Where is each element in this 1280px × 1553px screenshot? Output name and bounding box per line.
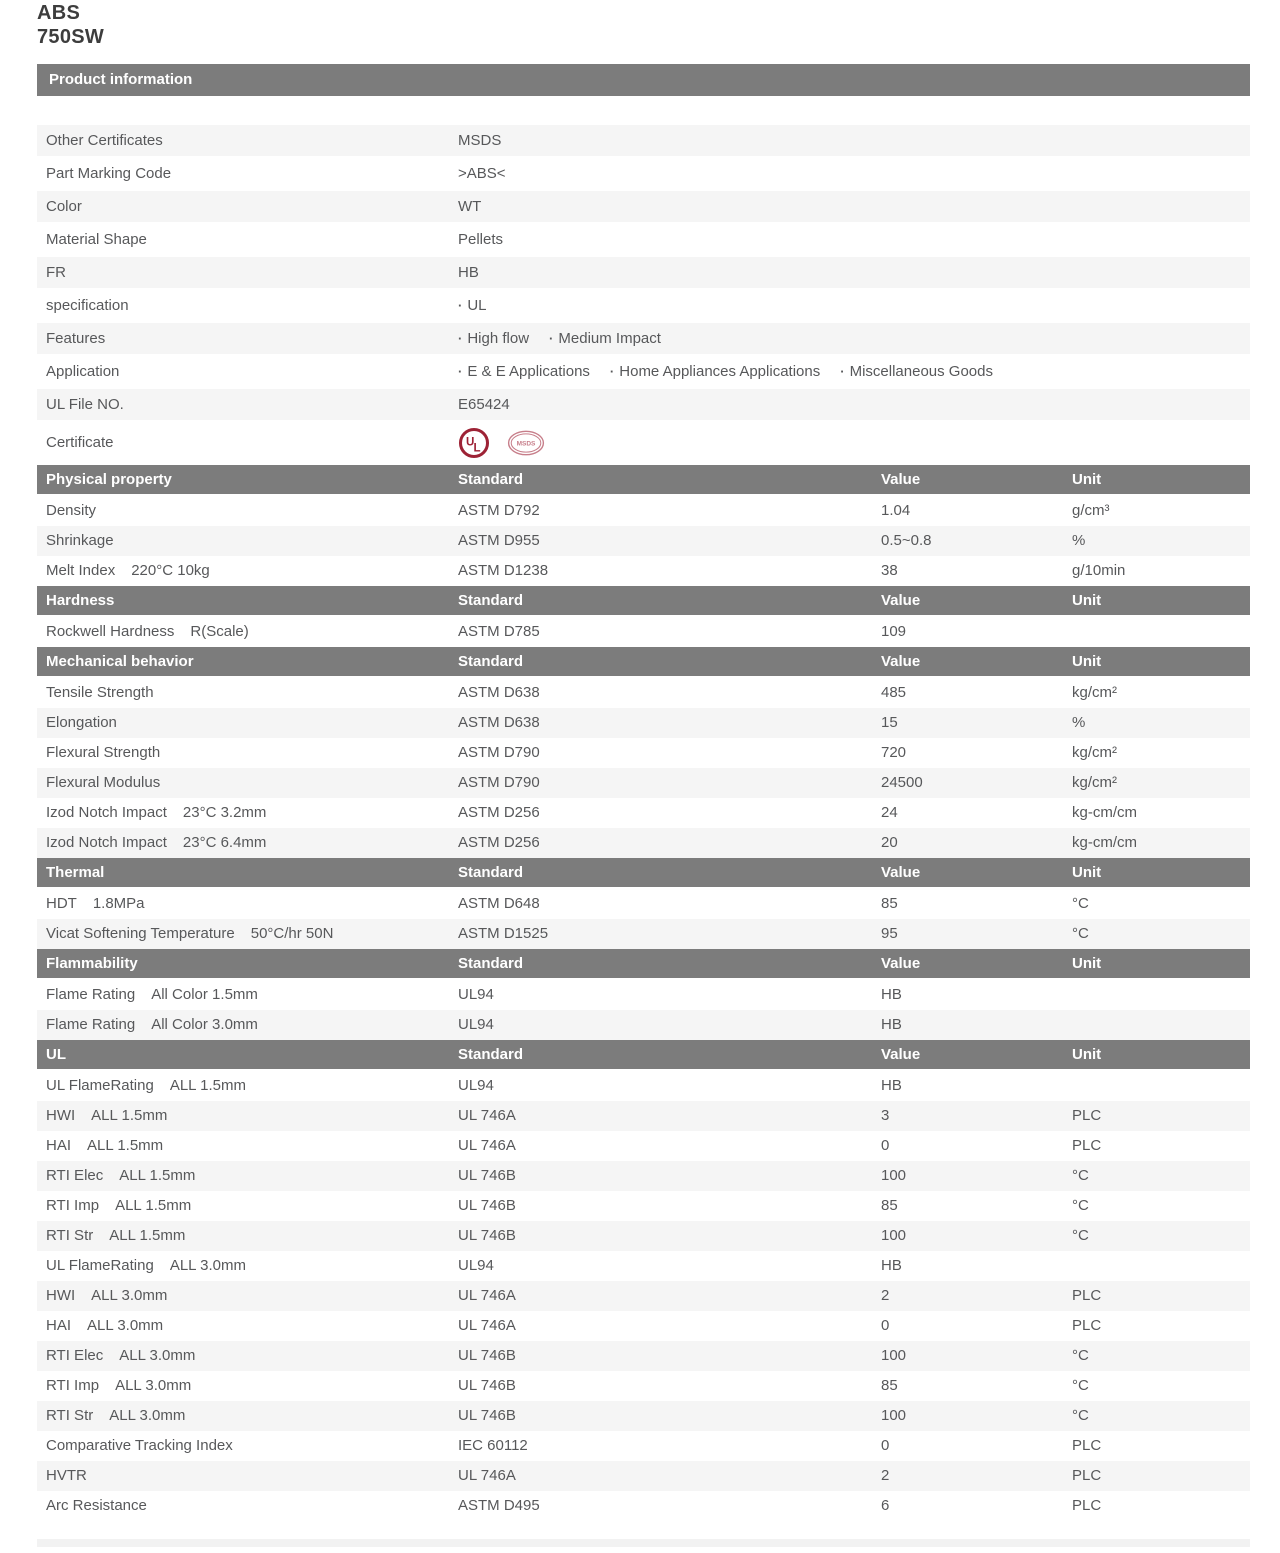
column-header-unit: Unit (1072, 592, 1102, 610)
info-value (458, 290, 1250, 321)
property-name: Comparative Tracking Index (46, 1437, 233, 1455)
table-row (37, 1281, 1250, 1311)
unit-cell: kg-cm/cm (1072, 834, 1137, 852)
table-row (37, 889, 1250, 919)
bullet-dot-icon: · (458, 364, 463, 380)
property-name: Rockwell Hardness (46, 623, 175, 641)
unit-cell: PLC (1072, 1437, 1102, 1455)
property-name: Melt Index (46, 562, 116, 580)
info-label: Features (46, 330, 106, 348)
property-name: Density (46, 502, 97, 520)
property-condition: ALL 3.0mm (115, 1377, 192, 1395)
standard-cell: ASTM D792 (458, 502, 540, 520)
property-condition: ALL 1.5mm (115, 1197, 192, 1215)
info-row (37, 191, 1250, 222)
property-condition: R(Scale) (190, 623, 249, 641)
standard-cell: UL 746A (458, 1287, 516, 1305)
info-label: FR (46, 264, 66, 282)
unit-cell: kg/cm² (1072, 774, 1117, 792)
standard-cell: ASTM D785 (458, 623, 540, 641)
standard-cell: ASTM D256 (458, 834, 540, 852)
property-name: HAI (46, 1317, 72, 1335)
unit-cell: °C (1072, 1197, 1089, 1215)
standard-cell: UL 746B (458, 1167, 516, 1185)
table-row (37, 1341, 1250, 1371)
info-label: Color (46, 198, 82, 216)
table-row (37, 1371, 1250, 1401)
table-row (37, 798, 1250, 828)
info-row (37, 389, 1250, 420)
property-name: RTI Str (46, 1227, 94, 1245)
standard-cell: ASTM D256 (458, 804, 540, 822)
property-condition: 23°C 3.2mm (182, 804, 267, 822)
table-row (37, 526, 1250, 556)
info-value: MSDS (458, 132, 502, 150)
value-cell: 0 (881, 1317, 890, 1335)
column-header-standard: Standard (458, 471, 524, 489)
table-row (37, 1251, 1250, 1281)
property-name: Arc Resistance (46, 1497, 147, 1515)
table-row (37, 1010, 1250, 1040)
property-name: Elongation (46, 714, 117, 732)
column-header-unit: Unit (1072, 653, 1102, 671)
table-row (37, 1221, 1250, 1251)
unit-cell: PLC (1072, 1497, 1102, 1515)
property-condition: ALL 3.0mm (109, 1407, 186, 1425)
property-condition: 23°C 6.4mm (182, 834, 267, 852)
table-row (37, 1431, 1250, 1461)
standard-cell: UL 746A (458, 1467, 516, 1485)
property-name: Flexural Strength (46, 744, 161, 762)
table-section (37, 465, 1250, 586)
value-cell: 100 (881, 1227, 907, 1245)
table-header-row (37, 1040, 1250, 1069)
unit-cell: °C (1072, 1347, 1089, 1365)
standard-cell: ASTM D955 (458, 532, 540, 550)
property-name: Flame Rating (46, 1016, 136, 1034)
property-condition: ALL 3.0mm (87, 1317, 164, 1335)
table-row (37, 980, 1250, 1010)
unit-cell (1072, 617, 1250, 647)
bullet-value: · Home Appliances Applications (609, 363, 821, 381)
value-cell: 3 (881, 1107, 890, 1125)
property-condition: ALL 3.0mm (119, 1347, 196, 1365)
bullet-dot-icon: · (840, 364, 845, 380)
table-row (37, 828, 1250, 858)
msds-certificate-icon (506, 427, 546, 459)
value-cell: HB (881, 1257, 902, 1275)
value-cell: 95 (881, 925, 898, 943)
table-row (37, 738, 1250, 768)
bullet-value: · High flow (458, 330, 530, 348)
table-header-row (37, 858, 1250, 887)
standard-cell: ASTM D638 (458, 714, 540, 732)
property-condition: ALL 1.5mm (119, 1167, 196, 1185)
page-title (37, 2, 1250, 49)
property-condition: ALL 1.5mm (91, 1107, 168, 1125)
value-cell: 100 (881, 1347, 907, 1365)
table-header-row (37, 465, 1250, 494)
info-value (458, 356, 1250, 387)
unit-cell: PLC (1072, 1137, 1102, 1155)
unit-cell (1072, 1010, 1250, 1040)
table-row (37, 919, 1250, 949)
value-cell: 485 (881, 684, 907, 702)
bullet-value: · Miscellaneous Goods (840, 363, 993, 381)
property-condition: ALL 1.5mm (87, 1137, 164, 1155)
property-name: RTI Imp (46, 1377, 100, 1395)
unit-cell: kg/cm² (1072, 684, 1117, 702)
standard-cell: UL 746B (458, 1227, 516, 1245)
info-value: Pellets (458, 231, 504, 249)
table-row (37, 617, 1250, 647)
column-header-value: Value (881, 955, 921, 973)
value-cell: 85 (881, 1197, 898, 1215)
unit-cell: % (1072, 532, 1086, 550)
table-row (37, 556, 1250, 586)
table-row (37, 1161, 1250, 1191)
info-label: UL File NO. (46, 396, 124, 414)
table-header-row (37, 586, 1250, 615)
info-row (37, 257, 1250, 288)
info-row (37, 323, 1250, 354)
info-value (458, 323, 1250, 354)
property-name: HVTR (46, 1467, 87, 1485)
value-cell: HB (881, 1016, 902, 1034)
table-row (37, 1191, 1250, 1221)
column-header-unit: Unit (1072, 864, 1102, 882)
value-cell: 0 (881, 1437, 890, 1455)
column-header-standard: Standard (458, 653, 524, 671)
column-header-value: Value (881, 864, 921, 882)
column-header-standard: Standard (458, 864, 524, 882)
bullet-dot-icon: · (609, 364, 615, 380)
info-row (37, 125, 1250, 156)
info-value: E65424 (458, 396, 510, 414)
standard-cell: ASTM D638 (458, 684, 540, 702)
property-tables (37, 465, 1250, 1521)
unit-cell: g/10min (1072, 562, 1126, 580)
standard-cell: UL 746A (458, 1107, 516, 1125)
unit-cell: °C (1072, 1227, 1089, 1245)
section-title: Hardness (46, 592, 115, 610)
bullet-dot-icon: · (458, 298, 463, 314)
unit-cell: kg-cm/cm (1072, 804, 1137, 822)
unit-cell: °C (1072, 1167, 1089, 1185)
property-name: HWI (46, 1287, 76, 1305)
info-value: >ABS< (458, 165, 506, 183)
value-cell: 109 (881, 623, 907, 641)
table-header-row (37, 647, 1250, 676)
column-header-unit: Unit (1072, 471, 1102, 489)
value-cell: 100 (881, 1407, 907, 1425)
bullet-dot-icon: · (458, 331, 463, 347)
value-cell: 24 (881, 804, 898, 822)
standard-cell: ASTM D1525 (458, 925, 549, 943)
table-row (37, 708, 1250, 738)
property-name: Izod Notch Impact (46, 834, 167, 852)
table-row (37, 1071, 1250, 1101)
table-row (37, 1401, 1250, 1431)
standard-cell: UL 746A (458, 1137, 516, 1155)
table-row (37, 678, 1250, 708)
property-condition: ALL 3.0mm (169, 1257, 246, 1275)
value-cell: 0.5~0.8 (881, 532, 932, 550)
unit-cell (1072, 1251, 1250, 1281)
column-header-standard: Standard (458, 592, 524, 610)
value-cell: 1.04 (881, 502, 911, 520)
column-header-standard: Standard (458, 1046, 524, 1064)
unit-cell: °C (1072, 895, 1089, 913)
value-cell: 0 (881, 1137, 890, 1155)
table-section (37, 858, 1250, 949)
section-title: UL (46, 1046, 66, 1064)
property-name: Shrinkage (46, 532, 114, 550)
info-value (458, 427, 1250, 459)
standard-cell: ASTM D495 (458, 1497, 540, 1515)
material-type: ABS (37, 2, 81, 24)
unit-cell: PLC (1072, 1467, 1102, 1485)
info-label: specification (46, 297, 129, 315)
unit-cell: °C (1072, 1377, 1089, 1395)
bottom-divider (37, 1539, 1250, 1547)
property-condition: 50°C/hr 50N (250, 925, 334, 943)
value-cell: 38 (881, 562, 898, 580)
table-row (37, 1461, 1250, 1491)
material-grade: 750SW (37, 25, 105, 48)
unit-cell: % (1072, 714, 1086, 732)
svg-text:L: L (473, 442, 481, 455)
standard-cell: UL94 (458, 1077, 494, 1095)
info-label: Part Marking Code (46, 165, 172, 183)
property-condition: 220°C 10kg (131, 562, 210, 580)
property-condition: ALL 3.0mm (91, 1287, 168, 1305)
value-cell: HB (881, 986, 902, 1004)
value-cell: 24500 (881, 774, 923, 792)
value-cell: 6 (881, 1497, 890, 1515)
value-cell: 720 (881, 744, 907, 762)
section-title: Physical property (46, 471, 172, 489)
column-header-value: Value (881, 1046, 921, 1064)
info-label: Other Certificates (46, 132, 163, 150)
value-cell: 85 (881, 895, 898, 913)
column-header-standard: Standard (458, 955, 524, 973)
info-value: HB (458, 264, 479, 282)
column-header-value: Value (881, 471, 921, 489)
value-cell: 100 (881, 1167, 907, 1185)
table-row (37, 1131, 1250, 1161)
unit-cell: °C (1072, 1407, 1089, 1425)
bullet-value: · UL (458, 297, 487, 315)
section-title: Mechanical behavior (46, 653, 194, 671)
table-section (37, 949, 1250, 1040)
info-label: Application (46, 363, 120, 381)
bullet-value: · Medium Impact (549, 330, 661, 348)
unit-cell: PLC (1072, 1287, 1102, 1305)
standard-cell: UL 746B (458, 1407, 516, 1425)
standard-cell: UL 746A (458, 1317, 516, 1335)
table-section (37, 647, 1250, 858)
property-name: Tensile Strength (46, 684, 154, 702)
property-name: Flame Rating (46, 986, 136, 1004)
property-name: HWI (46, 1107, 76, 1125)
standard-cell: ASTM D790 (458, 744, 540, 762)
column-header-unit: Unit (1072, 955, 1102, 973)
standard-cell: UL 746B (458, 1347, 516, 1365)
property-name: RTI Str (46, 1407, 94, 1425)
section-title: Thermal (46, 864, 105, 882)
unit-cell (1072, 1071, 1250, 1101)
product-info-table (37, 125, 1250, 463)
value-cell: 15 (881, 714, 898, 732)
svg-text:U: U (466, 436, 475, 449)
property-name: Flexural Modulus (46, 774, 161, 792)
standard-cell: UL94 (458, 1016, 494, 1034)
value-cell: 2 (881, 1467, 890, 1485)
standard-cell: ASTM D648 (458, 895, 540, 913)
table-header-row (37, 949, 1250, 978)
property-condition: All Color 3.0mm (151, 1016, 258, 1034)
property-name: RTI Elec (46, 1347, 104, 1365)
product-information-header: Product information (37, 64, 1250, 96)
info-row (37, 422, 1250, 463)
ul-certificate-icon (458, 427, 490, 459)
section-title: Flammability (46, 955, 138, 973)
svg-text:MSDS: MSDS (516, 440, 536, 448)
property-name: Izod Notch Impact (46, 804, 167, 822)
info-label: Material Shape (46, 231, 147, 249)
info-value: WT (458, 198, 482, 216)
bullet-value: · E & E Applications (458, 363, 590, 381)
table-section (37, 586, 1250, 647)
info-row (37, 290, 1250, 321)
table-row (37, 1491, 1250, 1521)
table-row (37, 1101, 1250, 1131)
column-header-unit: Unit (1072, 1046, 1102, 1064)
property-name: RTI Elec (46, 1167, 104, 1185)
unit-cell: °C (1072, 925, 1089, 943)
standard-cell: IEC 60112 (458, 1437, 528, 1455)
value-cell: HB (881, 1077, 902, 1095)
unit-cell (1072, 980, 1250, 1010)
table-row (37, 1311, 1250, 1341)
column-header-value: Value (881, 592, 921, 610)
property-name: RTI Imp (46, 1197, 100, 1215)
property-name: HDT (46, 895, 77, 913)
info-label: Certificate (46, 434, 114, 452)
bullet-dot-icon: · (549, 331, 554, 347)
column-header-value: Value (881, 653, 921, 671)
unit-cell: kg/cm² (1072, 744, 1117, 762)
unit-cell: PLC (1072, 1107, 1102, 1125)
value-cell: 2 (881, 1287, 890, 1305)
value-cell: 85 (881, 1377, 898, 1395)
property-condition: 1.8MPa (92, 895, 145, 913)
property-condition: ALL 1.5mm (169, 1077, 246, 1095)
info-row (37, 356, 1250, 387)
standard-cell: ASTM D790 (458, 774, 540, 792)
standard-cell: UL 746B (458, 1377, 516, 1395)
property-name: Vicat Softening Temperature (46, 925, 235, 943)
standard-cell: UL94 (458, 986, 494, 1004)
standard-cell: ASTM D1238 (458, 562, 549, 580)
info-row (37, 158, 1250, 189)
table-row (37, 496, 1250, 526)
info-row (37, 224, 1250, 255)
property-condition: All Color 1.5mm (151, 986, 258, 1004)
table-row (37, 768, 1250, 798)
unit-cell: g/cm³ (1072, 502, 1110, 520)
property-name: HAI (46, 1137, 72, 1155)
property-name: UL FlameRating (46, 1257, 154, 1275)
unit-cell: PLC (1072, 1317, 1102, 1335)
table-section (37, 1040, 1250, 1521)
property-condition: ALL 1.5mm (109, 1227, 186, 1245)
standard-cell: UL94 (458, 1257, 494, 1275)
value-cell: 20 (881, 834, 898, 852)
property-name: UL FlameRating (46, 1077, 154, 1095)
standard-cell: UL 746B (458, 1197, 516, 1215)
